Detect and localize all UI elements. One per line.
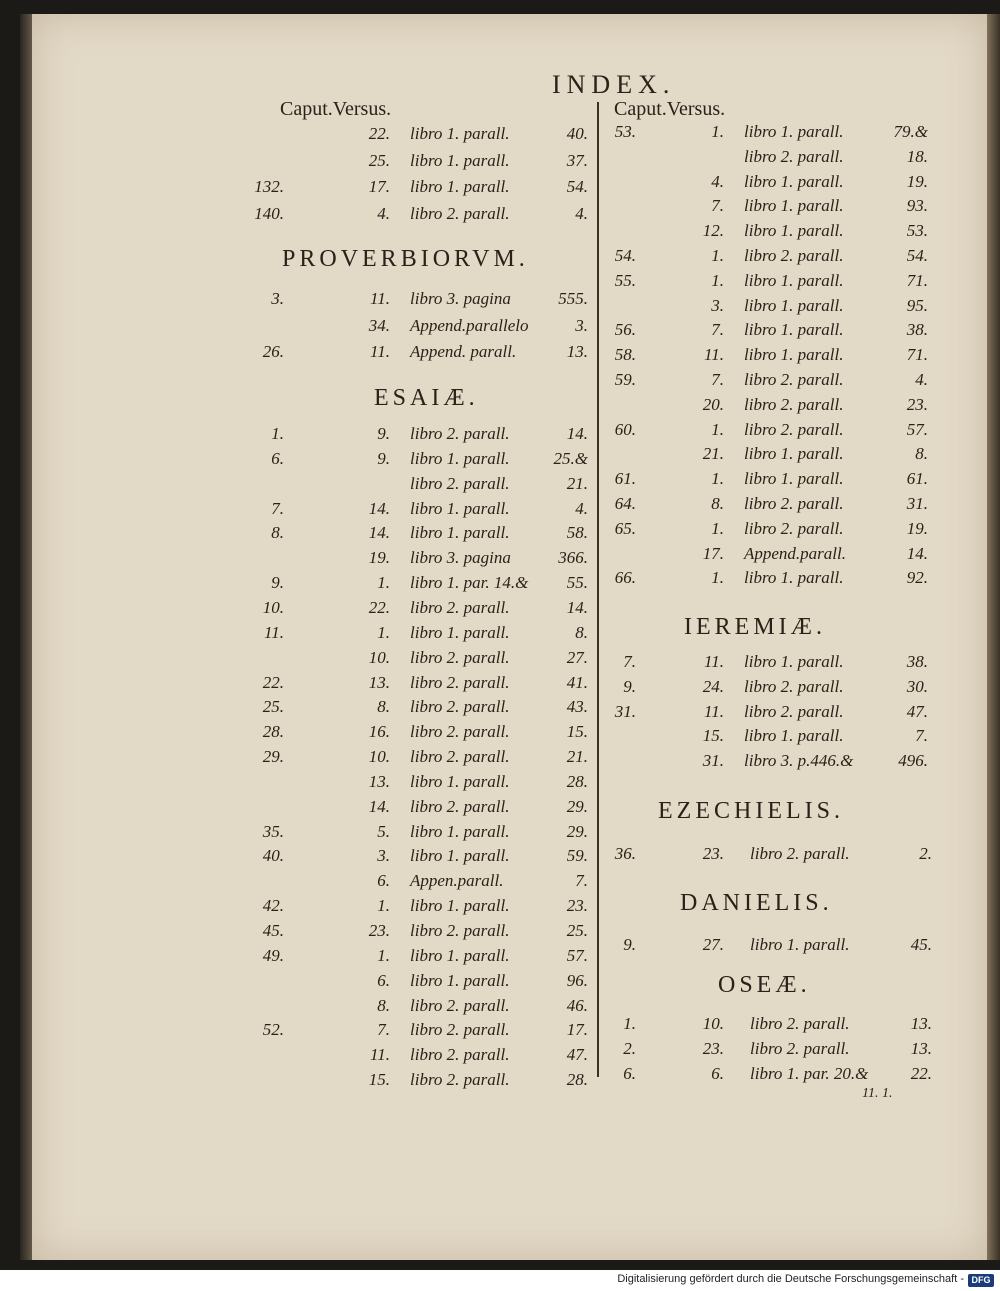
chapter-number: 9. [623,935,636,954]
chapter-number: 132. [254,177,284,196]
page-number: 55. [566,573,588,593]
verse-number: 1. [711,122,724,141]
page-number: 19. [906,171,928,191]
reference-text: libro 1. parall. [744,444,844,464]
page-number: 7. [915,726,928,746]
right-column-header: Caput.Versus. [614,98,726,120]
verse-number: 4. [711,171,724,191]
page-number: 366. [558,548,588,568]
reference-text: libro 1. parall. [410,622,510,642]
page-number: 45. [910,935,932,954]
reference-text: libro 2. parall. [744,676,844,696]
reference-text: libro 1. parall. [410,896,510,916]
reference-text: libro 2. parall. [410,1070,510,1090]
index-row [32,652,952,676]
chapter-number: 66. [614,568,636,588]
index-row [32,568,952,592]
verse-number: 21. [702,444,724,464]
verse-number: 34. [368,315,390,335]
verse-number: 23. [368,921,390,940]
page-number: 13. [566,342,588,361]
footer-credit: Digitalisierung gefördert durch die Deutsche Forschungsgemeinschaft - [617,1273,964,1285]
verse-number: 11. [370,289,390,308]
page-number: 30. [906,676,928,696]
page-number: 61. [906,469,928,489]
reference-text: libro 1. parall. [410,846,510,866]
reference-text: libro 2. parall. [750,1014,850,1033]
page-number: 4. [575,203,588,223]
chapter-number: 3. [271,289,284,308]
page-number: 22. [910,1064,932,1083]
verse-number: 10. [702,1014,724,1033]
book-page [32,14,987,1260]
verse-number: 1. [711,568,724,588]
section-title-esaiae: ESAIÆ. [374,385,479,411]
reference-text: Appen.parall. [410,871,504,891]
index-row [32,971,592,995]
page-number: 8. [575,622,588,642]
page-number: 79.& [893,122,928,141]
index-row [32,196,952,220]
chapter-number: 22. [262,672,284,692]
page-number: 13. [910,1039,932,1058]
page-number: 71. [906,345,928,365]
reference-text: libro 2. parall. [744,370,844,389]
chapter-number: 61. [614,469,636,489]
section-title-oseae: OSEÆ. [718,972,811,998]
page-number: 19. [906,518,928,538]
chapter-number: 35. [262,821,284,841]
chapter-number: 10. [262,597,284,617]
chapter-number: 60. [614,419,636,439]
verse-number: 7. [711,370,724,389]
page-number: 38. [906,652,928,671]
verse-number: 3. [711,295,724,315]
verse-number: 1. [711,270,724,290]
reference-text: libro 1. parall. [744,196,844,216]
index-row [32,469,952,493]
page-number: 28. [566,771,588,791]
reference-text: Append. parall. [410,342,517,361]
page-number: 14. [566,597,588,617]
page-number: 3. [575,315,588,335]
verse-number: 13. [368,771,390,791]
index-row [32,320,952,344]
index-row [32,271,952,295]
chapter-number: 52. [262,1020,284,1040]
reference-text: libro 2. parall. [410,1020,510,1040]
verse-number: 22. [368,124,390,143]
page-title: INDEX. [552,70,676,99]
chapter-number: 11. [264,622,284,642]
reference-text: libro 1. parall. [744,320,844,340]
reference-text: libro 2. parall. [410,597,510,617]
page-number: 25.& [553,448,588,468]
reference-text: libro 2. parall. [744,246,844,265]
page-number: 18. [906,146,928,166]
verse-number: 1. [711,469,724,489]
chapter-number: 6. [623,1064,636,1083]
verse-number: 15. [702,726,724,746]
reference-text: libro 1. parall. [410,448,510,468]
page-number: 53. [906,221,928,241]
chapter-number: 29. [262,747,284,767]
verse-number: 5. [377,821,390,841]
reference-text: Append.parall. [744,543,846,563]
page-number: 29. [566,796,588,816]
reference-text: libro 1. par. 14.& [410,573,529,593]
verse-number: 11. [704,652,724,671]
index-row [32,1039,952,1063]
verse-number: 11. [704,701,724,721]
page-number: 95. [906,295,928,315]
reference-text: libro 1. parall. [744,726,844,746]
reference-text: libro 2. parall. [410,722,510,742]
verse-number: 6. [377,970,390,990]
verse-number: 7. [711,196,724,216]
reference-text: libro 1. parall. [750,935,850,954]
reference-text: libro 1. parall. [410,150,510,170]
page-number: 28. [566,1070,588,1090]
chapter-number: 45. [262,921,284,940]
index-row [32,935,952,959]
chapter-number: 49. [262,945,284,965]
index-row [32,172,952,196]
verse-number: 13. [368,672,390,692]
index-row [32,702,952,726]
reference-text: libro 2. parall. [744,394,844,414]
reference-text: libro 2. parall. [410,747,510,767]
chapter-number: 58. [614,345,636,365]
page-number: 17. [566,1020,588,1040]
page-number: 13. [910,1014,932,1033]
verse-number: 3. [377,846,390,866]
chapter-number: 31. [614,701,636,721]
verse-number: 1. [377,896,390,916]
page-number: 54. [906,246,928,265]
page-number: 43. [566,697,588,717]
chapter-number: 26. [262,342,284,361]
reference-text: libro 1. parall. [410,945,510,965]
index-row [32,1064,952,1088]
verse-number: 10. [368,747,390,767]
page-number: 8. [915,444,928,464]
page-number: 59. [566,846,588,866]
chapter-number: 140. [254,203,284,223]
verse-number: 15. [368,1070,390,1090]
verse-number: 14. [368,523,390,543]
reference-text: libro 2. parall. [744,518,844,538]
page-number: 93. [906,196,928,216]
reference-text: libro 1. parall. [410,771,510,791]
verse-number: 17. [702,543,724,563]
section-title-ieremiae: IEREMIÆ. [684,614,826,640]
index-row [32,1014,952,1038]
chapter-number: 8. [271,523,284,543]
chapter-number: 1. [623,1014,636,1033]
page-number: 57. [566,945,588,965]
reference-text: libro 2. parall. [410,995,510,1015]
chapter-number: 25. [262,697,284,717]
index-row [32,871,592,895]
reference-text: libro 2. parall. [410,647,510,667]
page-number: 23. [906,394,928,414]
page-number: 46. [566,995,588,1015]
page-number: 25. [566,921,588,940]
verse-number: 1. [377,945,390,965]
chapter-number: 36. [614,844,636,863]
reference-text: libro 1. parall. [744,221,844,241]
page-number: 38. [906,320,928,340]
verse-number: 27. [702,935,724,954]
chapter-number: 9. [271,573,284,593]
chapter-number: 55. [614,270,636,290]
chapter-number: 59. [614,370,636,389]
verse-number: 8. [377,697,390,717]
page-number: 23. [566,896,588,916]
reference-text: libro 2. parall. [410,203,510,223]
page-number: 31. [906,494,928,513]
reference-text: libro 3. pagina [410,289,511,308]
page-number: 92. [906,568,928,588]
verse-number: 10. [368,647,390,667]
reference-text: libro 2. parall. [750,844,850,863]
reference-text: libro 1. par. 20.& [750,1064,869,1083]
index-row [32,494,952,518]
index-row [32,844,952,868]
index-row [32,296,952,320]
index-row [32,519,952,543]
page-number: 47. [566,1045,588,1065]
reference-text: libro 1. parall. [744,469,844,489]
page-number: 54. [566,177,588,196]
reference-text: libro 2. parall. [750,1039,850,1058]
chapter-number: 40. [262,846,284,866]
page-number: 555. [558,289,588,308]
chapter-number: 2. [623,1039,636,1058]
chapter-number: 42. [262,896,284,916]
verse-number: 14. [368,796,390,816]
reference-text: libro 1. parall. [410,970,510,990]
verse-number: 11. [370,342,390,361]
page-number: 71. [906,270,928,290]
verse-number: 9. [377,448,390,468]
section-title-ezechielis: EZECHIELIS. [658,798,844,824]
index-row [32,122,952,146]
index-row [32,544,952,568]
reference-text: libro 3. pagina [410,548,511,568]
verse-number: 17. [368,177,390,196]
chapter-number: 9. [623,676,636,696]
folio-mark: 11. 1. [862,1086,893,1101]
chapter-number: 56. [614,320,636,340]
page-number: 14. [566,424,588,443]
page-number: 40. [566,124,588,143]
verse-number: 19. [368,548,390,568]
page-number: 14. [906,543,928,563]
page-number: 21. [566,747,588,767]
verse-number: 6. [711,1064,724,1083]
index-row [32,822,592,846]
page-number: 4. [915,370,928,389]
verse-number: 1. [377,622,390,642]
page-number: 7. [575,871,588,891]
reference-text: libro 2. parall. [410,424,510,443]
reference-text: libro 1. parall. [744,345,844,365]
index-row [32,677,952,701]
verse-number: 1. [711,246,724,265]
reference-text: libro 1. parall. [410,821,510,841]
page-number: 2. [919,844,932,863]
left-column-header: Caput.Versus. [280,98,392,120]
verse-number: 8. [711,494,724,513]
verse-number: 1. [711,518,724,538]
chapter-number: 7. [623,652,636,671]
reference-text: Append.parallelo [410,315,529,335]
reference-text: libro 2. parall. [744,701,844,721]
index-row [32,370,952,394]
index-row [32,797,592,821]
verse-number: 9. [377,424,390,443]
page-number: 496. [898,751,928,771]
index-row [32,896,592,920]
reference-text: libro 1. parall. [744,295,844,315]
index-row [32,420,952,444]
verse-number: 4. [377,203,390,223]
dfg-logo: DFG [968,1274,994,1287]
section-title-danielis: DANIELIS. [680,890,833,916]
page-number: 29. [566,821,588,841]
reference-text: libro 2. parall. [744,494,844,513]
chapter-number: 6. [271,448,284,468]
reference-text: libro 2. parall. [410,1045,510,1065]
page-number: 41. [566,672,588,692]
page-number: 47. [906,701,928,721]
reference-text: libro 1. parall. [744,270,844,290]
verse-number: 24. [702,676,724,696]
index-row [32,221,952,245]
index-row [32,147,952,171]
page-number: 27. [566,647,588,667]
index-row [32,772,592,796]
verse-number: 1. [377,573,390,593]
index-row [32,598,592,622]
page-number: 58. [566,523,588,543]
verse-number: 31. [702,751,724,771]
reference-text: libro 1. parall. [410,523,510,543]
reference-text: libro 1. parall. [744,122,844,141]
reference-text: libro 2. parall. [410,921,510,940]
page-number: 57. [906,419,928,439]
page-number: 4. [575,498,588,518]
reference-text: libro 2. parall. [744,419,844,439]
verse-number: 16. [368,722,390,742]
chapter-number: 65. [614,518,636,538]
verse-number: 23. [702,1039,724,1058]
chapter-number: 28. [262,722,284,742]
page-number: 15. [566,722,588,742]
index-row [32,444,952,468]
page-number: 37. [566,150,588,170]
verse-number: 14. [368,498,390,518]
verse-number: 7. [711,320,724,340]
chapter-number: 53. [614,122,636,141]
index-row [32,395,952,419]
index-row [32,623,592,647]
verse-number: 11. [370,1045,390,1065]
reference-text: libro 2. parall. [410,697,510,717]
footer-bar [0,1270,1000,1291]
index-row [32,345,952,369]
reference-text: libro 2. parall. [410,672,510,692]
index-row [32,751,952,775]
chapter-number: 64. [614,494,636,513]
reference-text: libro 1. parall. [410,498,510,518]
page-number: 21. [566,473,588,493]
verse-number: 8. [377,995,390,1015]
page-number: 96. [566,970,588,990]
chapter-number: 1. [271,424,284,443]
index-row [32,726,952,750]
reference-text: libro 1. parall. [744,652,844,671]
reference-text: libro 2. parall. [410,473,510,493]
verse-number: 11. [704,345,724,365]
reference-text: libro 1. parall. [410,124,510,143]
verse-number: 1. [711,419,724,439]
page-edge-right [985,14,1000,1260]
verse-number: 25. [368,150,390,170]
verse-number: 12. [702,221,724,241]
verse-number: 22. [368,597,390,617]
reference-text: libro 2. parall. [410,796,510,816]
section-title-proverbiorum: PROVERBIORVM. [282,246,529,272]
reference-text: libro 1. parall. [410,177,510,196]
reference-text: libro 2. parall. [744,146,844,166]
chapter-number: 54. [614,246,636,265]
reference-text: libro 1. parall. [744,568,844,588]
verse-number: 20. [702,394,724,414]
chapter-number: 7. [271,498,284,518]
verse-number: 7. [377,1020,390,1040]
verse-number: 6. [377,871,390,891]
verse-number: 23. [702,844,724,863]
reference-text: libro 3. p.446.& [744,751,854,771]
reference-text: libro 1. parall. [744,171,844,191]
